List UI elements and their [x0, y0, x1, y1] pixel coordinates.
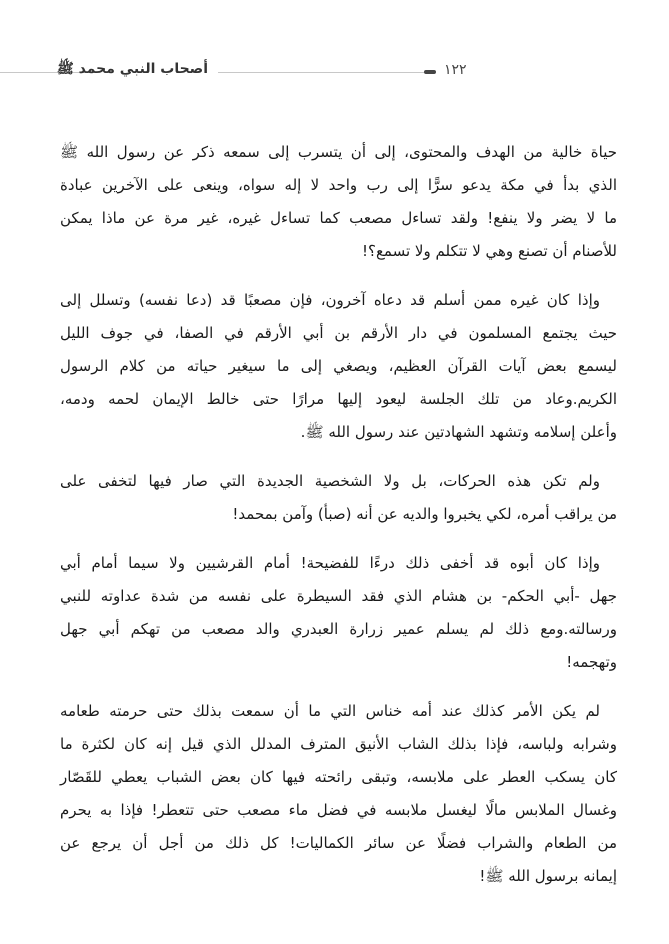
running-header — [0, 60, 669, 84]
text-line: ما لا يضر ولا ينفع! ولقد تساءل مصعب كما تساءل غيره، غير مرة عن ماذا يمكن — [60, 209, 617, 227]
text-line: جهل -أبي الحكم- بن هشام الذي فقد السيطرة على نفسه من شدة عداوته للنبي — [60, 587, 617, 605]
text-line: وغسال الملابس مالًا ليغسل ملابسه في فضل ماء مصعب حتى تتعطر! فإذا به يحرم — [60, 801, 617, 819]
text-line: من الطعام والشراب فضلًا عن سائر الكماليات! كل ذلك من أجل أن يرجع عن — [60, 834, 617, 852]
text-line: وإذا كان أبوه قد أخفى ذلك درءًا للفضيحة! أمام القرشيين ولا سيما أمام أبي — [60, 554, 600, 572]
text-line: الذي بدأ في مكة يدعو سرًّا إلى رب واحد لا إله سواه، وينعى على الآخرين عبادة — [60, 176, 617, 194]
paragraph-3 — [60, 465, 617, 531]
text-line: للأصنام أن تصنع وهي لا تتكلم ولا تسمع؟! — [361, 242, 617, 260]
page-body — [60, 136, 617, 909]
paragraph-4 — [60, 547, 617, 679]
header-rule-middle — [218, 72, 430, 73]
text-line: وشرابه ولباسه، فإذا بذلك الشاب الأنيق المترف المدلل الذي قيل إنه كان لكثرة ما — [60, 735, 617, 753]
text-line: كان يسكب العطر على ملابسه، وتبقى رائحته فيها كان بعض الشباب يعطي للقَصّار — [60, 768, 617, 786]
paragraph-2 — [60, 284, 617, 449]
text-line: لم يكن الأمر كذلك عند أمه خناس التي ما أن سمعت بذلك حتى حرمته طعامه — [60, 702, 600, 720]
text-line: ليسمع بعض آيات القرآن العظيم، ويصغي إلى ما سيغير حياته من كلام الرسول — [60, 357, 617, 375]
text-line: ولم تكن هذه الحركات، بل ولا الشخصية الجديدة التي صار فيها لتخفى على — [60, 472, 600, 490]
text-line: إيمانه برسول الله ﷺ! — [479, 867, 617, 885]
text-line: من يراقب أمره، لكي يخبروا والديه عن أنه (صبأ) وآمن بمحمد! — [232, 505, 617, 523]
text-line: حيث يجتمع المسلمون في دار الأرقم بن أبي الأرقم في الصفا، في جوف الليل — [60, 324, 617, 342]
text-line: وإذا كان غيره ممن أسلم قد دعاه آخرون، فإن مصعبًا قد (دعا نفسه) وتسلل إلى — [60, 291, 600, 309]
text-line: ورسالته.ومع ذلك لم يسلم عمير زرارة العبدري والد مصعب من تهكم أبي جهل — [60, 620, 617, 638]
paragraph-1 — [60, 136, 617, 268]
text-line: وتهجمه! — [566, 653, 617, 671]
paragraph-5 — [60, 695, 617, 893]
running-title: أصحاب النبي محمد ﷺ — [56, 61, 208, 77]
text-line: الكريم.وعاد من تلك الجلسة ليعود إليها مرارًا حتى خالط الإيمان لحمه ودمه، — [60, 390, 617, 408]
page-number: ١٢٢ — [444, 62, 467, 78]
header-dash — [424, 70, 436, 74]
text-line: وأعلن إسلامه وتشهد الشهادتين عند رسول الله ﷺ. — [300, 423, 617, 441]
text-line: حياة خالية من الهدف والمحتوى، إلى أن يتسرب إلى سمعه ذكر عن رسول الله ﷺ — [60, 143, 617, 161]
